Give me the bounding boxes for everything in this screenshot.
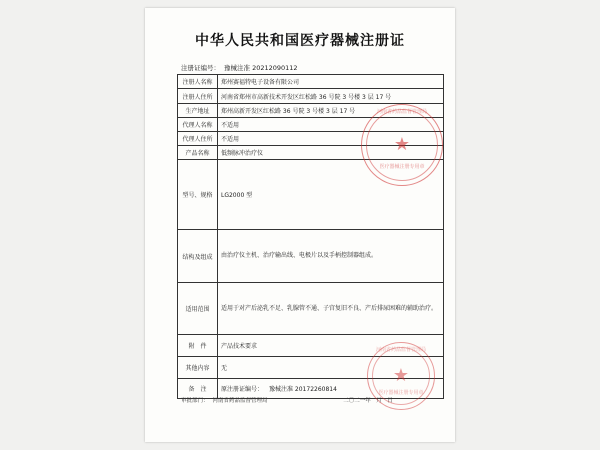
official-seal-bottom [367, 342, 435, 410]
original-number-label: 原注册证编号： [221, 386, 264, 393]
row-label: 产品名称 [178, 146, 218, 160]
row-label: 结构及组成 [178, 230, 218, 283]
row-label: 附 件 [178, 335, 218, 357]
row-label: 其他内容 [178, 357, 218, 379]
row-value: 由治疗仪主机、治疗输出线、电极片以及手柄控制器组成。 [218, 230, 444, 283]
row-label: 适用范围 [178, 283, 218, 335]
row-label: 代理人名称 [178, 118, 218, 132]
row-label: 注册人住所 [178, 89, 218, 104]
row-value: 不适用 [218, 118, 444, 132]
row-value: 郑州高新开发区红松路 36 号院 3 号楼 3 层 17 号 [218, 104, 444, 118]
approval-label: 审批部门： [181, 398, 209, 404]
row-value: LG2000 型 [218, 160, 444, 230]
row-value: 河南省郑州市高新技术开发区红松路 36 号院 3 号楼 3 层 17 号 [218, 89, 444, 104]
seal-band-text: 医疗器械注册专用章 [378, 390, 424, 396]
row-label: 代理人住所 [178, 132, 218, 146]
row-label: 注册人名称 [178, 75, 218, 89]
approval-authority: 河南省药品监督管理局 [212, 398, 268, 404]
seal-band-text: 医疗器械注册专用章 [379, 164, 425, 170]
star-icon: ★ [392, 365, 410, 386]
official-seal [361, 104, 443, 186]
row-value: 无 [218, 357, 444, 379]
original-number-value: 豫械注准 20172260814 [269, 386, 337, 393]
row-value: 产品技术要求 [218, 335, 444, 357]
registration-number-label: 注册证编号： [181, 64, 220, 72]
seal-ring-text: 河南省药品监督管理局 [375, 347, 427, 353]
row-label: 备 注 [178, 379, 218, 399]
approval-date: 二〇二一年 月 日 [343, 398, 393, 404]
seal-ring-text: 河南省药品监督管理局 [376, 109, 428, 115]
row-value: 适用于对产后泌乳不足、乳腺管不通、子宫复旧不良、产后排尿困难的辅助治疗。 [218, 283, 444, 335]
row-value: 郑州赛福特电子设备有限公司 [218, 75, 444, 89]
row-value: 低频脉冲治疗仪 [218, 146, 444, 160]
registration-number-value: 豫械注准 20212090112 [224, 64, 298, 72]
registration-number [181, 63, 302, 72]
certificate-title: 中华人民共和国医疗器械注册证 [195, 33, 405, 49]
star-icon: ★ [393, 134, 411, 155]
row-value: 不适用 [218, 132, 444, 146]
row-label: 型号、规格 [178, 160, 218, 230]
table-row [178, 230, 444, 283]
table-row [178, 75, 444, 89]
table-row [178, 89, 444, 104]
table-row [178, 283, 444, 335]
footer [181, 396, 397, 404]
row-label: 生产地址 [178, 104, 218, 118]
registration-certificate [145, 8, 455, 442]
